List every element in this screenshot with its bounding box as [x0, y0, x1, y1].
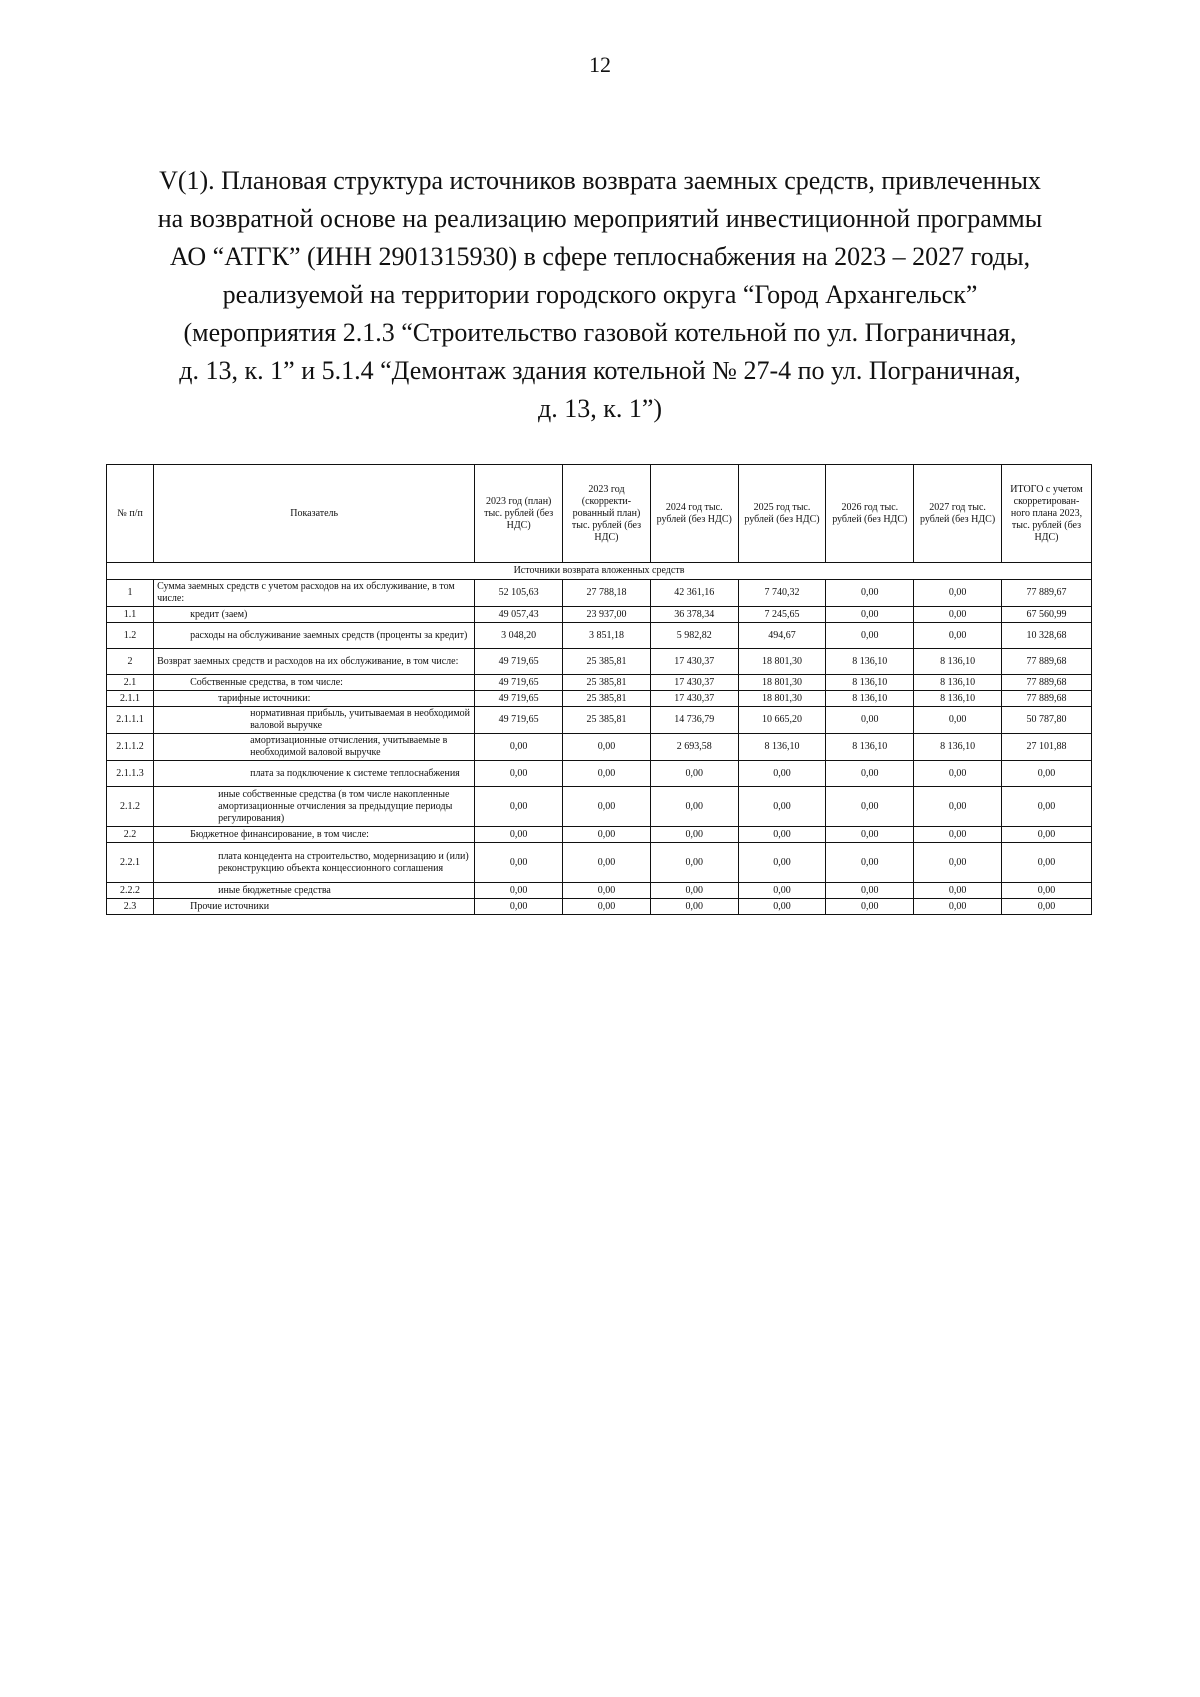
value-cell: 0,00 [475, 899, 563, 915]
value-cell: 3 048,20 [475, 623, 563, 649]
row-label: Собственные средства, в том числе: [154, 675, 475, 691]
row-code: 1.1 [107, 607, 154, 623]
section-row [107, 563, 1092, 580]
value-cell: 49 719,65 [475, 675, 563, 691]
value-cell: 77 889,68 [1001, 675, 1091, 691]
value-cell: 0,00 [826, 787, 914, 827]
value-cell: 7 740,32 [738, 580, 826, 607]
value-cell: 23 937,00 [563, 607, 651, 623]
column-header: 2023 год (скорректи-рованный план) тыс. рублей (без НДС) [563, 465, 651, 563]
value-cell: 0,00 [1001, 883, 1091, 899]
value-cell: 25 385,81 [563, 707, 651, 734]
value-cell: 7 245,65 [738, 607, 826, 623]
row-label: иные бюджетные средства [154, 883, 475, 899]
column-header: ИТОГО с учетом скорретирован-ного плана 2023, тыс. рублей (без НДС) [1001, 465, 1091, 563]
value-cell: 0,00 [1001, 761, 1091, 787]
value-cell: 0,00 [826, 580, 914, 607]
value-cell: 0,00 [914, 623, 1002, 649]
value-cell: 0,00 [650, 787, 738, 827]
value-cell: 0,00 [826, 827, 914, 843]
value-cell: 18 801,30 [738, 675, 826, 691]
value-cell: 36 378,34 [650, 607, 738, 623]
value-cell: 0,00 [563, 827, 651, 843]
value-cell: 8 136,10 [738, 734, 826, 761]
table-row [107, 623, 1092, 649]
value-cell: 0,00 [914, 787, 1002, 827]
title-line: на возвратной основе на реализацию мероприятий инвестиционной программы [157, 204, 1043, 233]
value-cell: 0,00 [914, 843, 1002, 883]
value-cell: 8 136,10 [914, 691, 1002, 707]
value-cell: 0,00 [650, 883, 738, 899]
table-row [107, 707, 1092, 734]
value-cell: 27 788,18 [563, 580, 651, 607]
value-cell: 0,00 [826, 761, 914, 787]
row-code: 2.2 [107, 827, 154, 843]
row-label: Возврат заемных средств и расходов на их обслуживание, в том числе: [154, 649, 475, 675]
value-cell: 77 889,67 [1001, 580, 1091, 607]
table-row [107, 843, 1092, 883]
value-cell: 0,00 [475, 883, 563, 899]
value-cell: 0,00 [563, 734, 651, 761]
value-cell: 0,00 [826, 707, 914, 734]
value-cell: 25 385,81 [563, 691, 651, 707]
table-row [107, 827, 1092, 843]
table-row [107, 899, 1092, 915]
value-cell: 10 328,68 [1001, 623, 1091, 649]
value-cell: 0,00 [1001, 843, 1091, 883]
value-cell: 0,00 [914, 827, 1002, 843]
value-cell: 0,00 [650, 843, 738, 883]
row-code: 2.1 [107, 675, 154, 691]
value-cell: 0,00 [738, 899, 826, 915]
value-cell: 0,00 [563, 761, 651, 787]
value-cell: 0,00 [475, 827, 563, 843]
value-cell: 17 430,37 [650, 691, 738, 707]
value-cell: 0,00 [475, 787, 563, 827]
value-cell: 0,00 [650, 899, 738, 915]
column-header: Показатель [154, 465, 475, 563]
row-label: Бюджетное финансирование, в том числе: [154, 827, 475, 843]
value-cell: 14 736,79 [650, 707, 738, 734]
row-code: 2.2.1 [107, 843, 154, 883]
section-title: Источники возврата вложенных средств [107, 563, 1092, 580]
value-cell: 25 385,81 [563, 649, 651, 675]
table-row [107, 787, 1092, 827]
value-cell: 0,00 [826, 883, 914, 899]
value-cell: 0,00 [914, 761, 1002, 787]
row-code: 2.2.2 [107, 883, 154, 899]
value-cell: 0,00 [826, 607, 914, 623]
value-cell: 0,00 [475, 734, 563, 761]
value-cell: 0,00 [914, 883, 1002, 899]
row-label: плата концедента на строительство, модернизацию и (или) реконструкцию объекта концессионного соглашения [154, 843, 475, 883]
value-cell: 0,00 [1001, 827, 1091, 843]
page-number: 12 [589, 52, 611, 77]
value-cell: 0,00 [563, 843, 651, 883]
row-label: амортизационные отчисления, учитываемые в необходимой валовой выручке [154, 734, 475, 761]
row-label: иные собственные средства (в том числе накопленные амортизационные отчисления за предыдущие периоды регулирования) [154, 787, 475, 827]
row-code: 2.1.1.2 [107, 734, 154, 761]
title-line: V(1). Плановая структура источников возврата заемных средств, привлеченных [159, 166, 1041, 195]
column-header: 2025 год тыс. рублей (без НДС) [738, 465, 826, 563]
value-cell: 25 385,81 [563, 675, 651, 691]
table-row [107, 580, 1092, 607]
title-line: (мероприятия 2.1.3 “Строительство газовой котельной по ул. Пограничная, [183, 318, 1017, 347]
row-code: 2.3 [107, 899, 154, 915]
table-row [107, 691, 1092, 707]
value-cell: 5 982,82 [650, 623, 738, 649]
title-line: д. 13, к. 1”) [537, 394, 663, 423]
title-line: АО “АТГК” (ИНН 2901315930) в сфере теплоснабжения на 2023 – 2027 годы, [169, 242, 1031, 271]
column-header: 2024 год тыс. рублей (без НДС) [650, 465, 738, 563]
value-cell: 0,00 [914, 707, 1002, 734]
row-label: нормативная прибыль, учитываемая в необходимой валовой выручке [154, 707, 475, 734]
value-cell: 0,00 [738, 883, 826, 899]
sources-table [106, 464, 1092, 915]
value-cell: 0,00 [914, 607, 1002, 623]
value-cell: 2 693,58 [650, 734, 738, 761]
table-row [107, 761, 1092, 787]
column-header: 2027 год тыс. рублей (без НДС) [914, 465, 1002, 563]
value-cell: 0,00 [1001, 899, 1091, 915]
value-cell: 0,00 [563, 787, 651, 827]
value-cell: 0,00 [738, 761, 826, 787]
column-header: 2026 год тыс. рублей (без НДС) [826, 465, 914, 563]
value-cell: 49 719,65 [475, 649, 563, 675]
value-cell: 8 136,10 [826, 691, 914, 707]
value-cell: 8 136,10 [914, 734, 1002, 761]
title-line: реализуемой на территории городского округа “Город Архангельск” [222, 280, 978, 309]
row-label: тарифные источники: [154, 691, 475, 707]
row-label: Прочие источники [154, 899, 475, 915]
row-code: 2 [107, 649, 154, 675]
column-header: № п/п [107, 465, 154, 563]
row-code: 1.2 [107, 623, 154, 649]
value-cell: 0,00 [475, 761, 563, 787]
value-cell: 49 719,65 [475, 691, 563, 707]
value-cell: 49 057,43 [475, 607, 563, 623]
table-row [107, 649, 1092, 675]
value-cell: 0,00 [826, 623, 914, 649]
value-cell: 18 801,30 [738, 649, 826, 675]
value-cell: 8 136,10 [914, 675, 1002, 691]
value-cell: 0,00 [826, 843, 914, 883]
row-code: 2.1.2 [107, 787, 154, 827]
value-cell: 0,00 [914, 899, 1002, 915]
value-cell: 10 665,20 [738, 707, 826, 734]
column-header: 2023 год (план) тыс. рублей (без НДС) [475, 465, 563, 563]
table-header-row [107, 465, 1092, 563]
value-cell: 77 889,68 [1001, 649, 1091, 675]
value-cell: 67 560,99 [1001, 607, 1091, 623]
value-cell: 52 105,63 [475, 580, 563, 607]
value-cell: 8 136,10 [826, 675, 914, 691]
table-row [107, 883, 1092, 899]
row-code: 2.1.1.1 [107, 707, 154, 734]
row-label: кредит (заем) [154, 607, 475, 623]
value-cell: 77 889,68 [1001, 691, 1091, 707]
document-title [110, 162, 1090, 428]
value-cell: 49 719,65 [475, 707, 563, 734]
row-code: 2.1.1 [107, 691, 154, 707]
value-cell: 0,00 [914, 580, 1002, 607]
value-cell: 42 361,16 [650, 580, 738, 607]
value-cell: 0,00 [563, 883, 651, 899]
title-line: д. 13, к. 1” и 5.1.4 “Демонтаж здания котельной № 27-4 по ул. Пограничная, [179, 356, 1021, 385]
value-cell: 17 430,37 [650, 649, 738, 675]
table-row [107, 675, 1092, 691]
value-cell: 0,00 [650, 827, 738, 843]
value-cell: 27 101,88 [1001, 734, 1091, 761]
row-code: 1 [107, 580, 154, 607]
table-row [107, 607, 1092, 623]
value-cell: 0,00 [475, 843, 563, 883]
table-row [107, 734, 1092, 761]
row-label: плата за подключение к системе теплоснабжения [154, 761, 475, 787]
row-label: Сумма заемных средств с учетом расходов на их обслуживание, в том числе: [154, 580, 475, 607]
value-cell: 50 787,80 [1001, 707, 1091, 734]
row-label: расходы на обслуживание заемных средств (проценты за кредит) [154, 623, 475, 649]
value-cell: 494,67 [738, 623, 826, 649]
value-cell: 0,00 [738, 843, 826, 883]
value-cell: 8 136,10 [826, 649, 914, 675]
value-cell: 0,00 [738, 787, 826, 827]
value-cell: 0,00 [1001, 787, 1091, 827]
row-code: 2.1.1.3 [107, 761, 154, 787]
value-cell: 18 801,30 [738, 691, 826, 707]
value-cell: 8 136,10 [826, 734, 914, 761]
value-cell: 0,00 [826, 899, 914, 915]
value-cell: 0,00 [650, 761, 738, 787]
value-cell: 8 136,10 [914, 649, 1002, 675]
value-cell: 0,00 [563, 899, 651, 915]
value-cell: 17 430,37 [650, 675, 738, 691]
value-cell: 3 851,18 [563, 623, 651, 649]
value-cell: 0,00 [738, 827, 826, 843]
